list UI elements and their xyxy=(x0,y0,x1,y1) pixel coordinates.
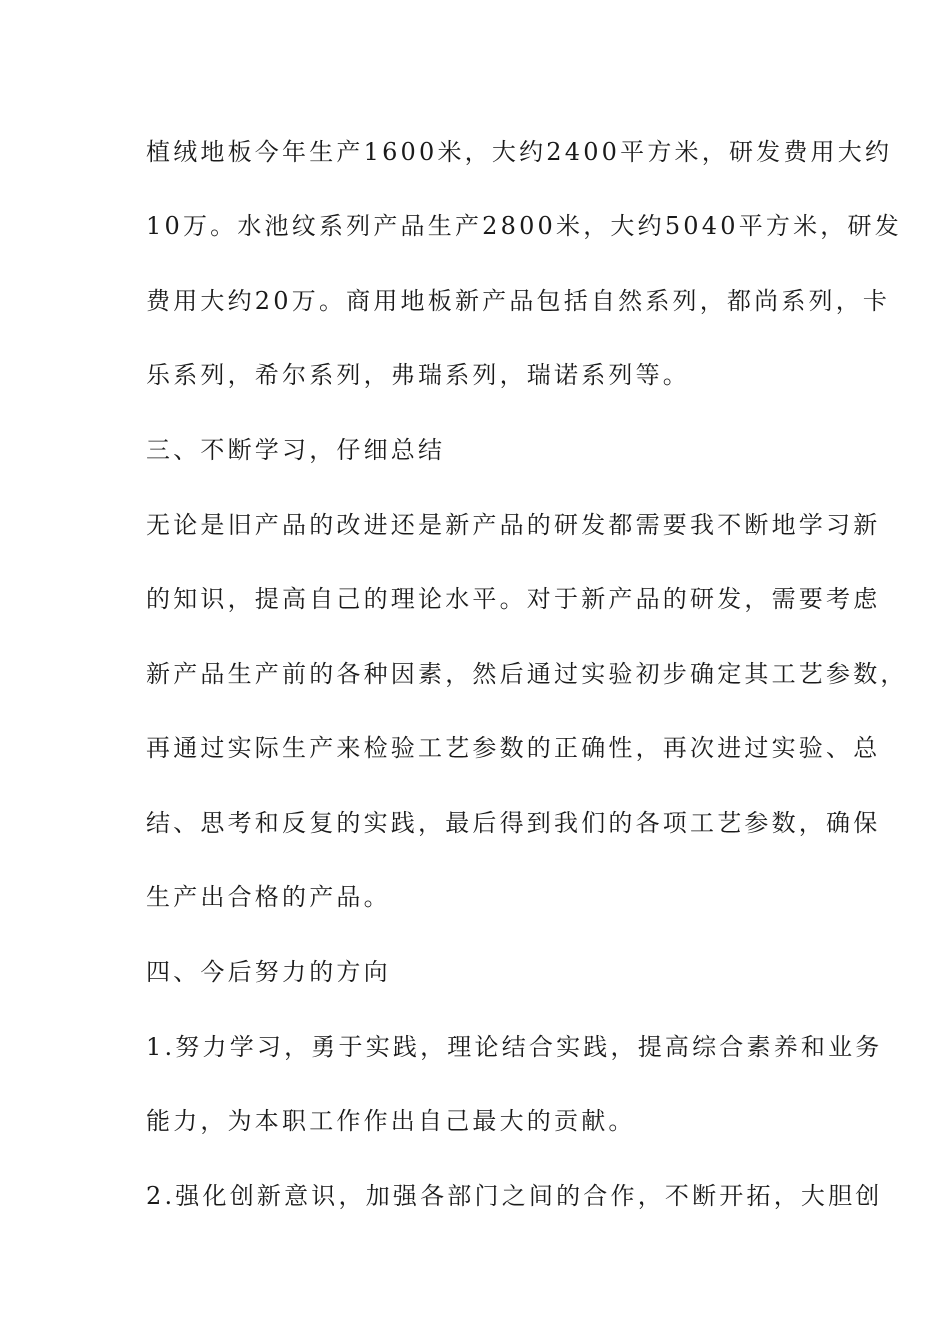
section-heading: 四、今后努力的方向 xyxy=(146,958,391,986)
paragraph-line: 植绒地板今年生产1600米，大约2400平方米，研发费用大约 xyxy=(146,138,893,166)
list-item-continuation: 能力，为本职工作作出自己最大的贡献。 xyxy=(146,1107,636,1135)
paragraph-line: 再通过实际生产来检验工艺参数的正确性，再次进过实验、总 xyxy=(146,734,881,762)
paragraph-line: 10万。水池纹系列产品生产2800米，大约5040平方米，研发 xyxy=(146,212,902,240)
paragraph-line: 新产品生产前的各种因素，然后通过实验初步确定其工艺参数， xyxy=(146,660,908,688)
paragraph-line: 结、思考和反复的实践，最后得到我们的各项工艺参数，确保 xyxy=(146,809,881,837)
list-item: 2.强化创新意识，加强各部门之间的合作，不断开拓，大胆创 xyxy=(146,1182,883,1210)
list-item: 1.努力学习，勇于实践，理论结合实践，提高综合素养和业务 xyxy=(146,1033,883,1061)
paragraph-line: 费用大约20万。商用地板新产品包括自然系列，都尚系列，卡 xyxy=(146,287,891,315)
paragraph-line: 无论是旧产品的改进还是新产品的研发都需要我不断地学习新 xyxy=(146,511,881,539)
paragraph-line: 乐系列，希尔系列，弗瑞系列，瑞诺系列等。 xyxy=(146,361,690,389)
section-heading: 三、不断学习，仔细总结 xyxy=(146,436,446,464)
paragraph-line: 生产出合格的产品。 xyxy=(146,883,391,911)
paragraph-line: 的知识，提高自己的理论水平。对于新产品的研发，需要考虑 xyxy=(146,585,881,613)
